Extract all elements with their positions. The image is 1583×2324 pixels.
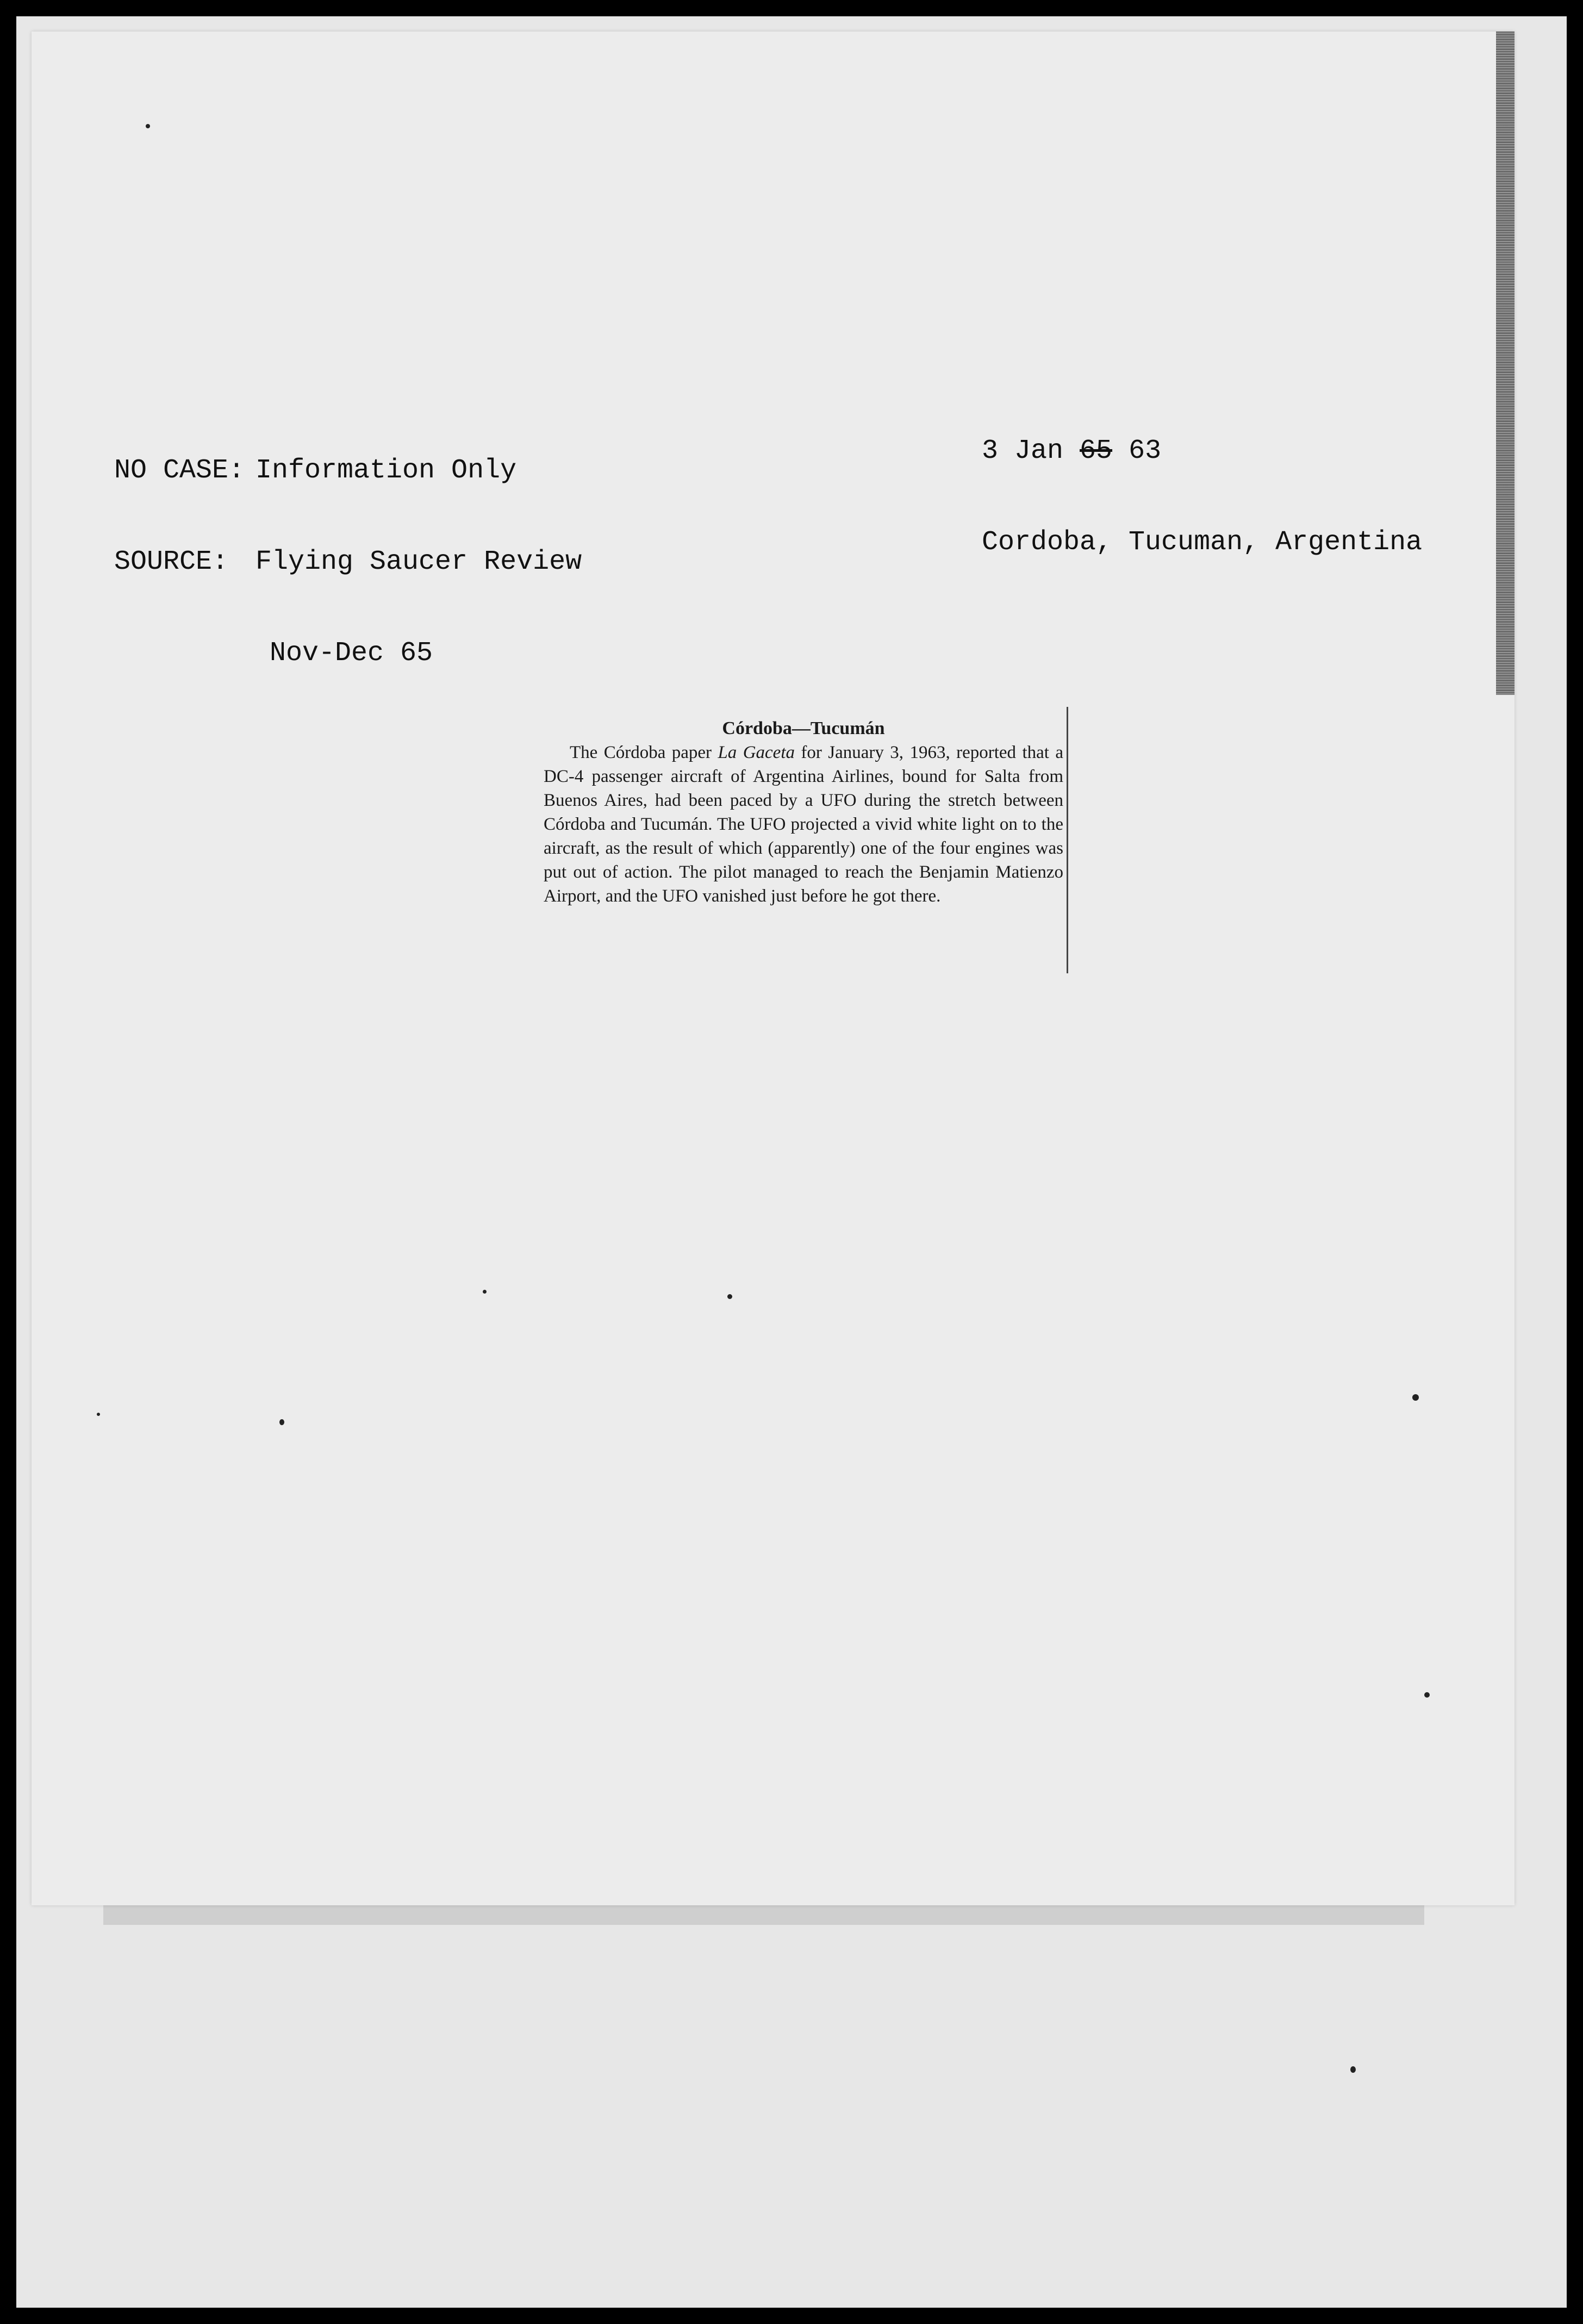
page-right-edge [1496, 32, 1515, 695]
no-case-value: Information Only [255, 455, 517, 486]
scan-speck [1412, 1394, 1419, 1401]
source-row [114, 547, 582, 577]
date-struck-year: 65 [1080, 436, 1113, 467]
source-label: SOURCE: [114, 546, 229, 577]
date-row [982, 436, 1422, 467]
clipping-body-rest: for January 3, 1963, reported that a DC-4 passenger aircraft of Argentina Airlines, bound for Salta from Buenos Aires, had been paced by a UFO during the stretch between Córdoba and Tucumán. The UFO projected a vivid white light on to the aircraft, as the result of which (apparently) one of the four engines was put out of action. The pilot managed to reach the Benjamin Matienzo Airport, and the UFO vanished just before he got there. [544, 743, 1063, 906]
date-day-month: 3 Jan [982, 436, 1064, 467]
newspaper-clipping [544, 707, 1068, 973]
scan-speck [97, 1413, 100, 1416]
no-case-row [114, 456, 582, 486]
scan-speck [1350, 2066, 1356, 2073]
source-value: Flying Saucer Review [255, 546, 582, 577]
location: Cordoba, Tucuman, Argentina [982, 527, 1423, 558]
date-location-block [982, 375, 1422, 588]
scan-speck [1424, 1692, 1430, 1698]
newspaper-name: La Gaceta [718, 743, 795, 762]
location-row [982, 527, 1422, 558]
clipping-body-start: The Córdoba paper [570, 743, 718, 762]
no-case-label: NO CASE: [114, 455, 245, 486]
clipping-body [544, 741, 1063, 908]
scan-speck [279, 1419, 284, 1425]
date-year: 63 [1129, 436, 1162, 467]
source-issue: Nov-Dec 65 [270, 638, 433, 669]
source-issue-row [114, 638, 582, 669]
clipping-title: Córdoba—Tucumán [722, 718, 885, 738]
under-sheet-edge [103, 1903, 1424, 1925]
case-source-block [114, 395, 582, 699]
scan-speck [727, 1294, 732, 1299]
scan-speck [483, 1290, 487, 1294]
scan-speck [146, 124, 150, 128]
